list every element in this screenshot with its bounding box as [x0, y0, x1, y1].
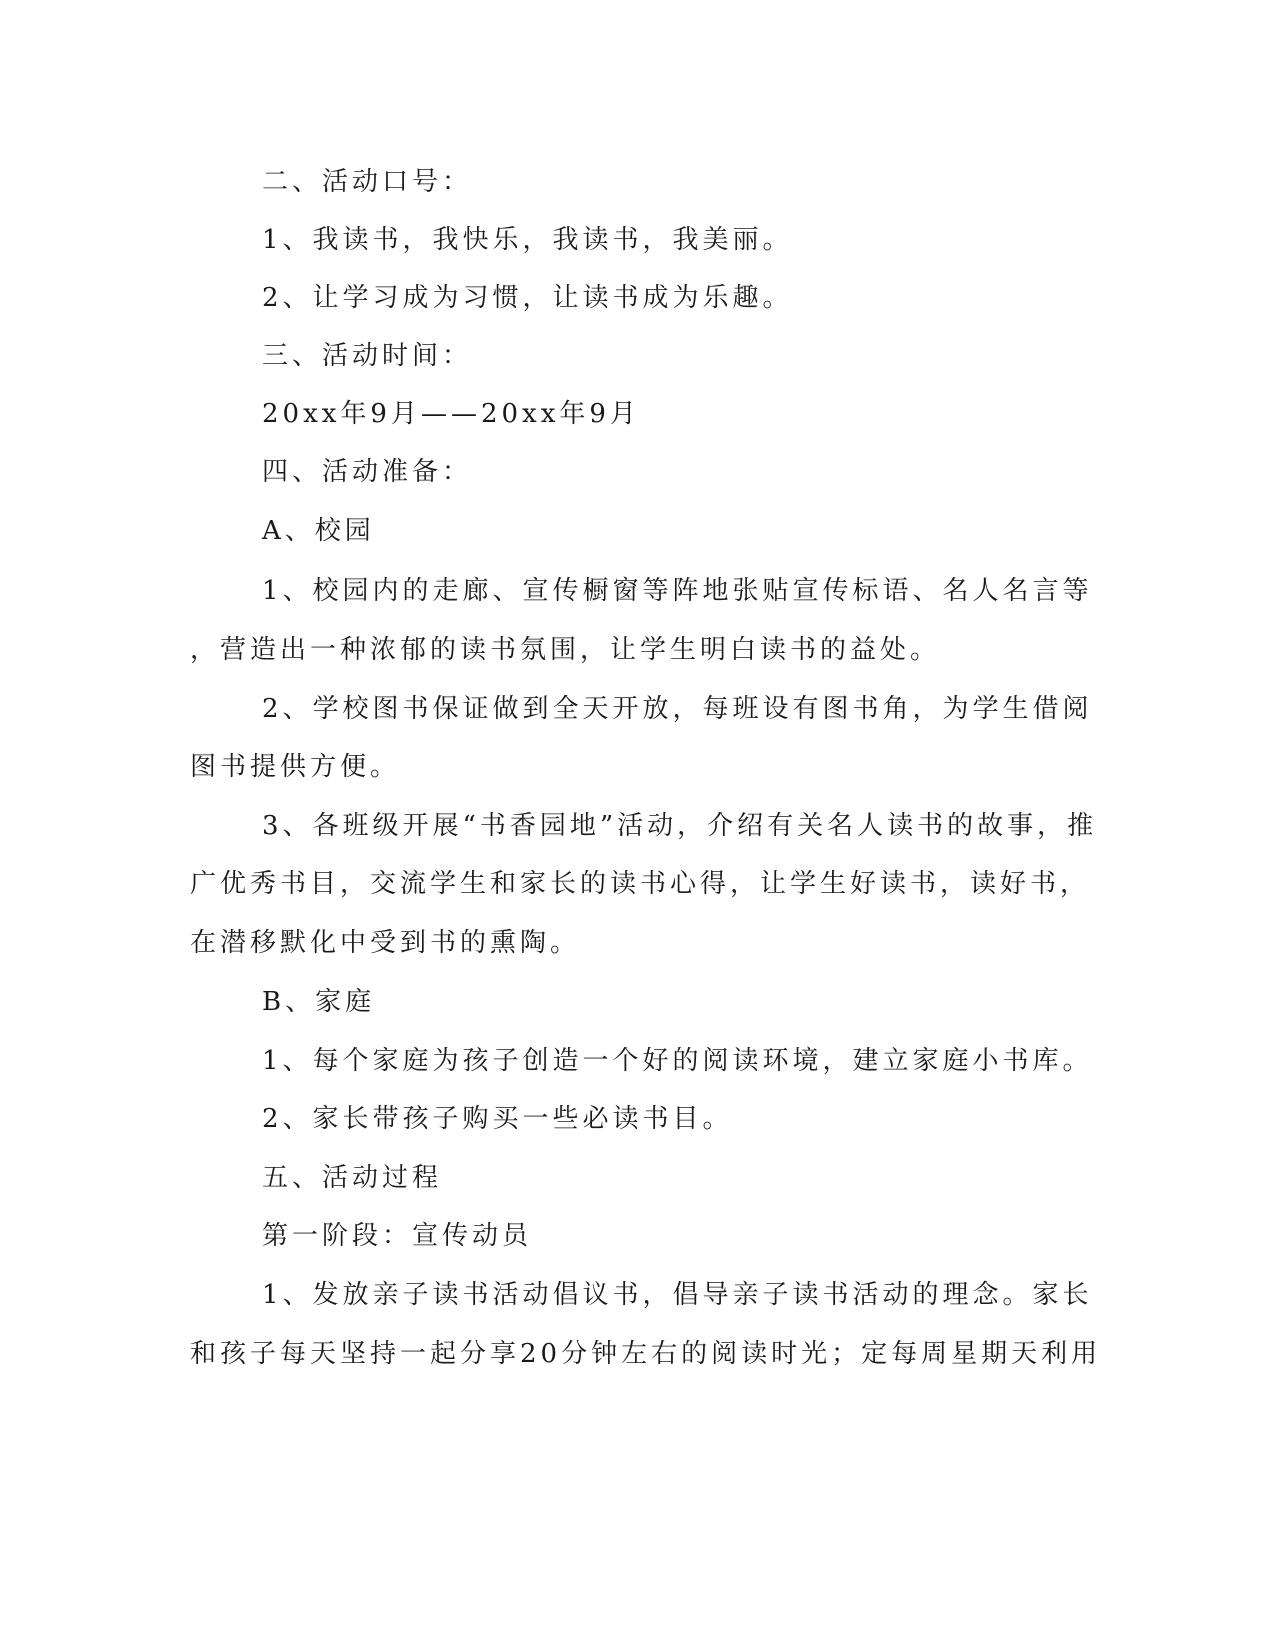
- subheading-campus: A、校园: [262, 516, 375, 546]
- subheading-stage-one: 第一阶段：宣传动员: [262, 1221, 533, 1251]
- subheading-family: B、家庭: [262, 987, 376, 1017]
- paragraph-line: 广优秀书目，交流学生和家长的读书心得，让学生好读书，读好书，: [190, 869, 1091, 899]
- paragraph-line: 1、发放亲子读书活动倡议书，倡导亲子读书活动的理念。家长: [262, 1280, 1093, 1310]
- heading-preparation: 四、活动准备：: [262, 457, 473, 487]
- paragraph-line: 和孩子每天坚持一起分享20分钟左右的阅读时光；定每周星期天利用: [190, 1339, 1102, 1369]
- heading-process: 五、活动过程: [262, 1163, 443, 1193]
- paragraph-line: 3、各班级开展“书香园地”活动，介绍有关名人读书的故事，推: [262, 811, 1098, 841]
- paragraph-line: 20xx年9月——20xx年9月: [262, 399, 640, 429]
- paragraph-line: 图书提供方便。: [190, 752, 401, 782]
- paragraph-line: 1、校园内的走廊、宣传橱窗等阵地张贴宣传标语、名人名言等: [262, 576, 1093, 606]
- heading-time: 三、活动时间：: [262, 341, 473, 371]
- paragraph-line: 2、让学习成为习惯，让读书成为乐趣。: [262, 283, 793, 313]
- paragraph-line: 1、我读书，我快乐，我读书，我美丽。: [262, 225, 793, 255]
- paragraph-line: ，营造出一种浓郁的读书氛围，让学生明白读书的益处。: [190, 635, 941, 665]
- paragraph-line: 2、家长带孩子购买一些必读书目。: [262, 1104, 733, 1134]
- heading-slogan: 二、活动口号：: [262, 167, 473, 197]
- paragraph-line: 1、每个家庭为孩子创造一个好的阅读环境，建立家庭小书库。: [262, 1046, 1093, 1076]
- paragraph-line: 在潜移默化中受到书的熏陶。: [190, 928, 581, 958]
- paragraph-line: 2、学校图书保证做到全天开放，每班设有图书角，为学生借阅: [262, 694, 1093, 724]
